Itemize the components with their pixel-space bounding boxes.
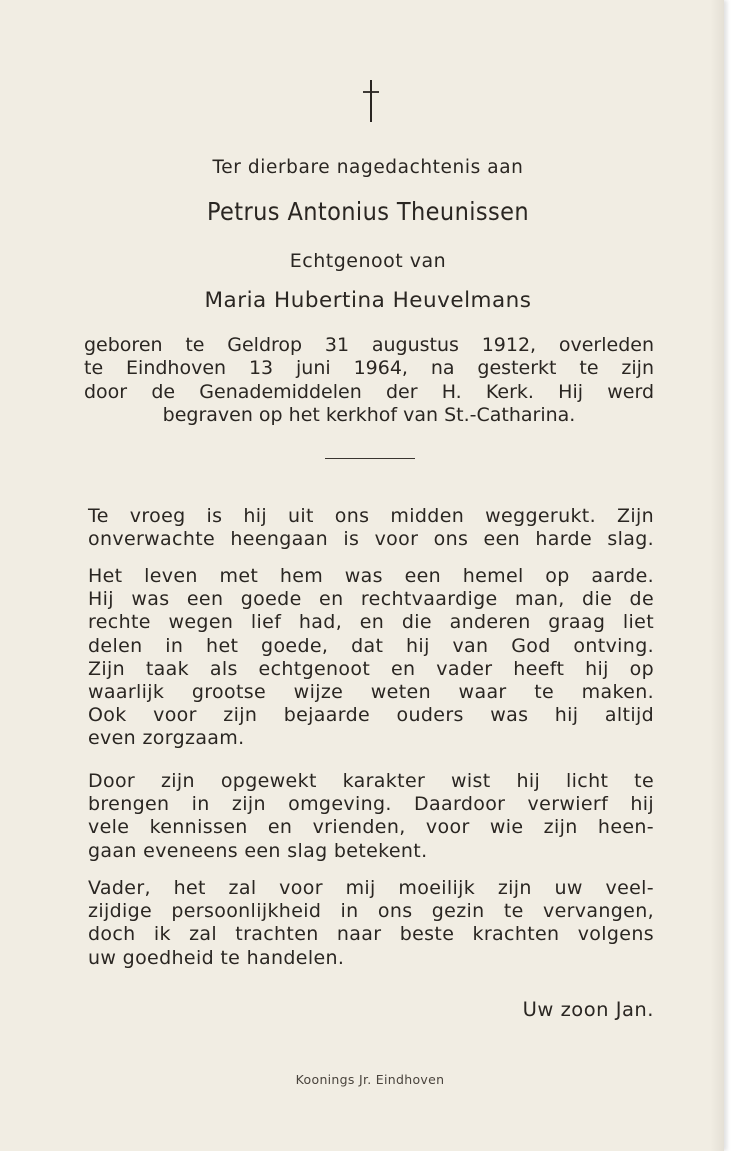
spouse-name: Maria Hubertina Heuvelmans: [204, 288, 532, 313]
paragraph-line: Vader, het zal voor mij moeilijk zijn uw veel-: [88, 877, 654, 899]
deceased-name: Petrus Antonius Theunissen: [206, 197, 530, 226]
intro-text: Ter dierbare nagedachtenis aan: [212, 157, 524, 178]
biography-line: geboren te Geldrop 31 augustus 1912, overleden: [84, 334, 654, 356]
biography-line: te Eindhoven 13 juni 1964, na gesterkt te zijn: [84, 357, 654, 380]
paragraph-line: delen in het goede, dat hij van God ontving.: [88, 634, 654, 657]
biography: [84, 334, 654, 427]
spouse-label: Echtgenoot van: [289, 250, 447, 272]
cross-icon: [352, 78, 390, 124]
signature: Uw zoon Jan.: [522, 998, 654, 1021]
paragraph-2: [88, 565, 654, 751]
paragraph-line: gaan eveneens een slag betekent.: [88, 839, 428, 862]
printer-imprint: Koonings Jr. Eindhoven: [295, 1072, 445, 1087]
biography-line: begraven op het kerkhof van St.-Catharina.: [162, 403, 576, 426]
paragraph-line: Door zijn opgewekt karakter wist hij licht te: [88, 770, 654, 792]
paragraph-line: Het leven met hem was een hemel op aarde.: [88, 565, 654, 587]
biography-line: door de Genademiddelen der H. Kerk. Hij werd: [84, 380, 654, 403]
paragraph-line: Hij was een goede en rechtvaardige man, die de: [88, 588, 654, 611]
paragraph-line: waarlijk grootse wijze weten waar te maken.: [88, 681, 654, 704]
paragraph-line: Te vroeg is hij uit ons midden weggerukt. Zijn: [88, 505, 654, 527]
divider: [325, 458, 415, 459]
paragraph-line: onverwachte heengaan is voor ons een harde slag.: [88, 528, 654, 551]
paragraph-line: Ook voor zijn bejaarde ouders was hij altijd: [88, 704, 654, 727]
paragraph-line: brengen in zijn omgeving. Daardoor verwierf hij: [88, 793, 654, 816]
paragraph-line: vele kennissen en vrienden, voor wie zijn heen-: [88, 816, 654, 839]
paragraph-3: [88, 770, 654, 863]
paragraph-line: doch ik zal trachten naar beste krachten volgens: [88, 923, 654, 946]
paragraph-line: rechte wegen lief had, en die anderen graag liet: [88, 611, 654, 634]
paragraph-1: [88, 505, 654, 551]
paragraph-line: uw goedheid te handelen.: [88, 946, 345, 969]
paragraph-line: Zijn taak als echtgenoot en vader heeft hij op: [88, 657, 654, 680]
paragraph-line: even zorgzaam.: [88, 727, 245, 750]
paragraph-line: zijdige persoonlijkheid in ons gezin te vervangen,: [88, 900, 654, 923]
paragraph-4: [88, 877, 654, 970]
